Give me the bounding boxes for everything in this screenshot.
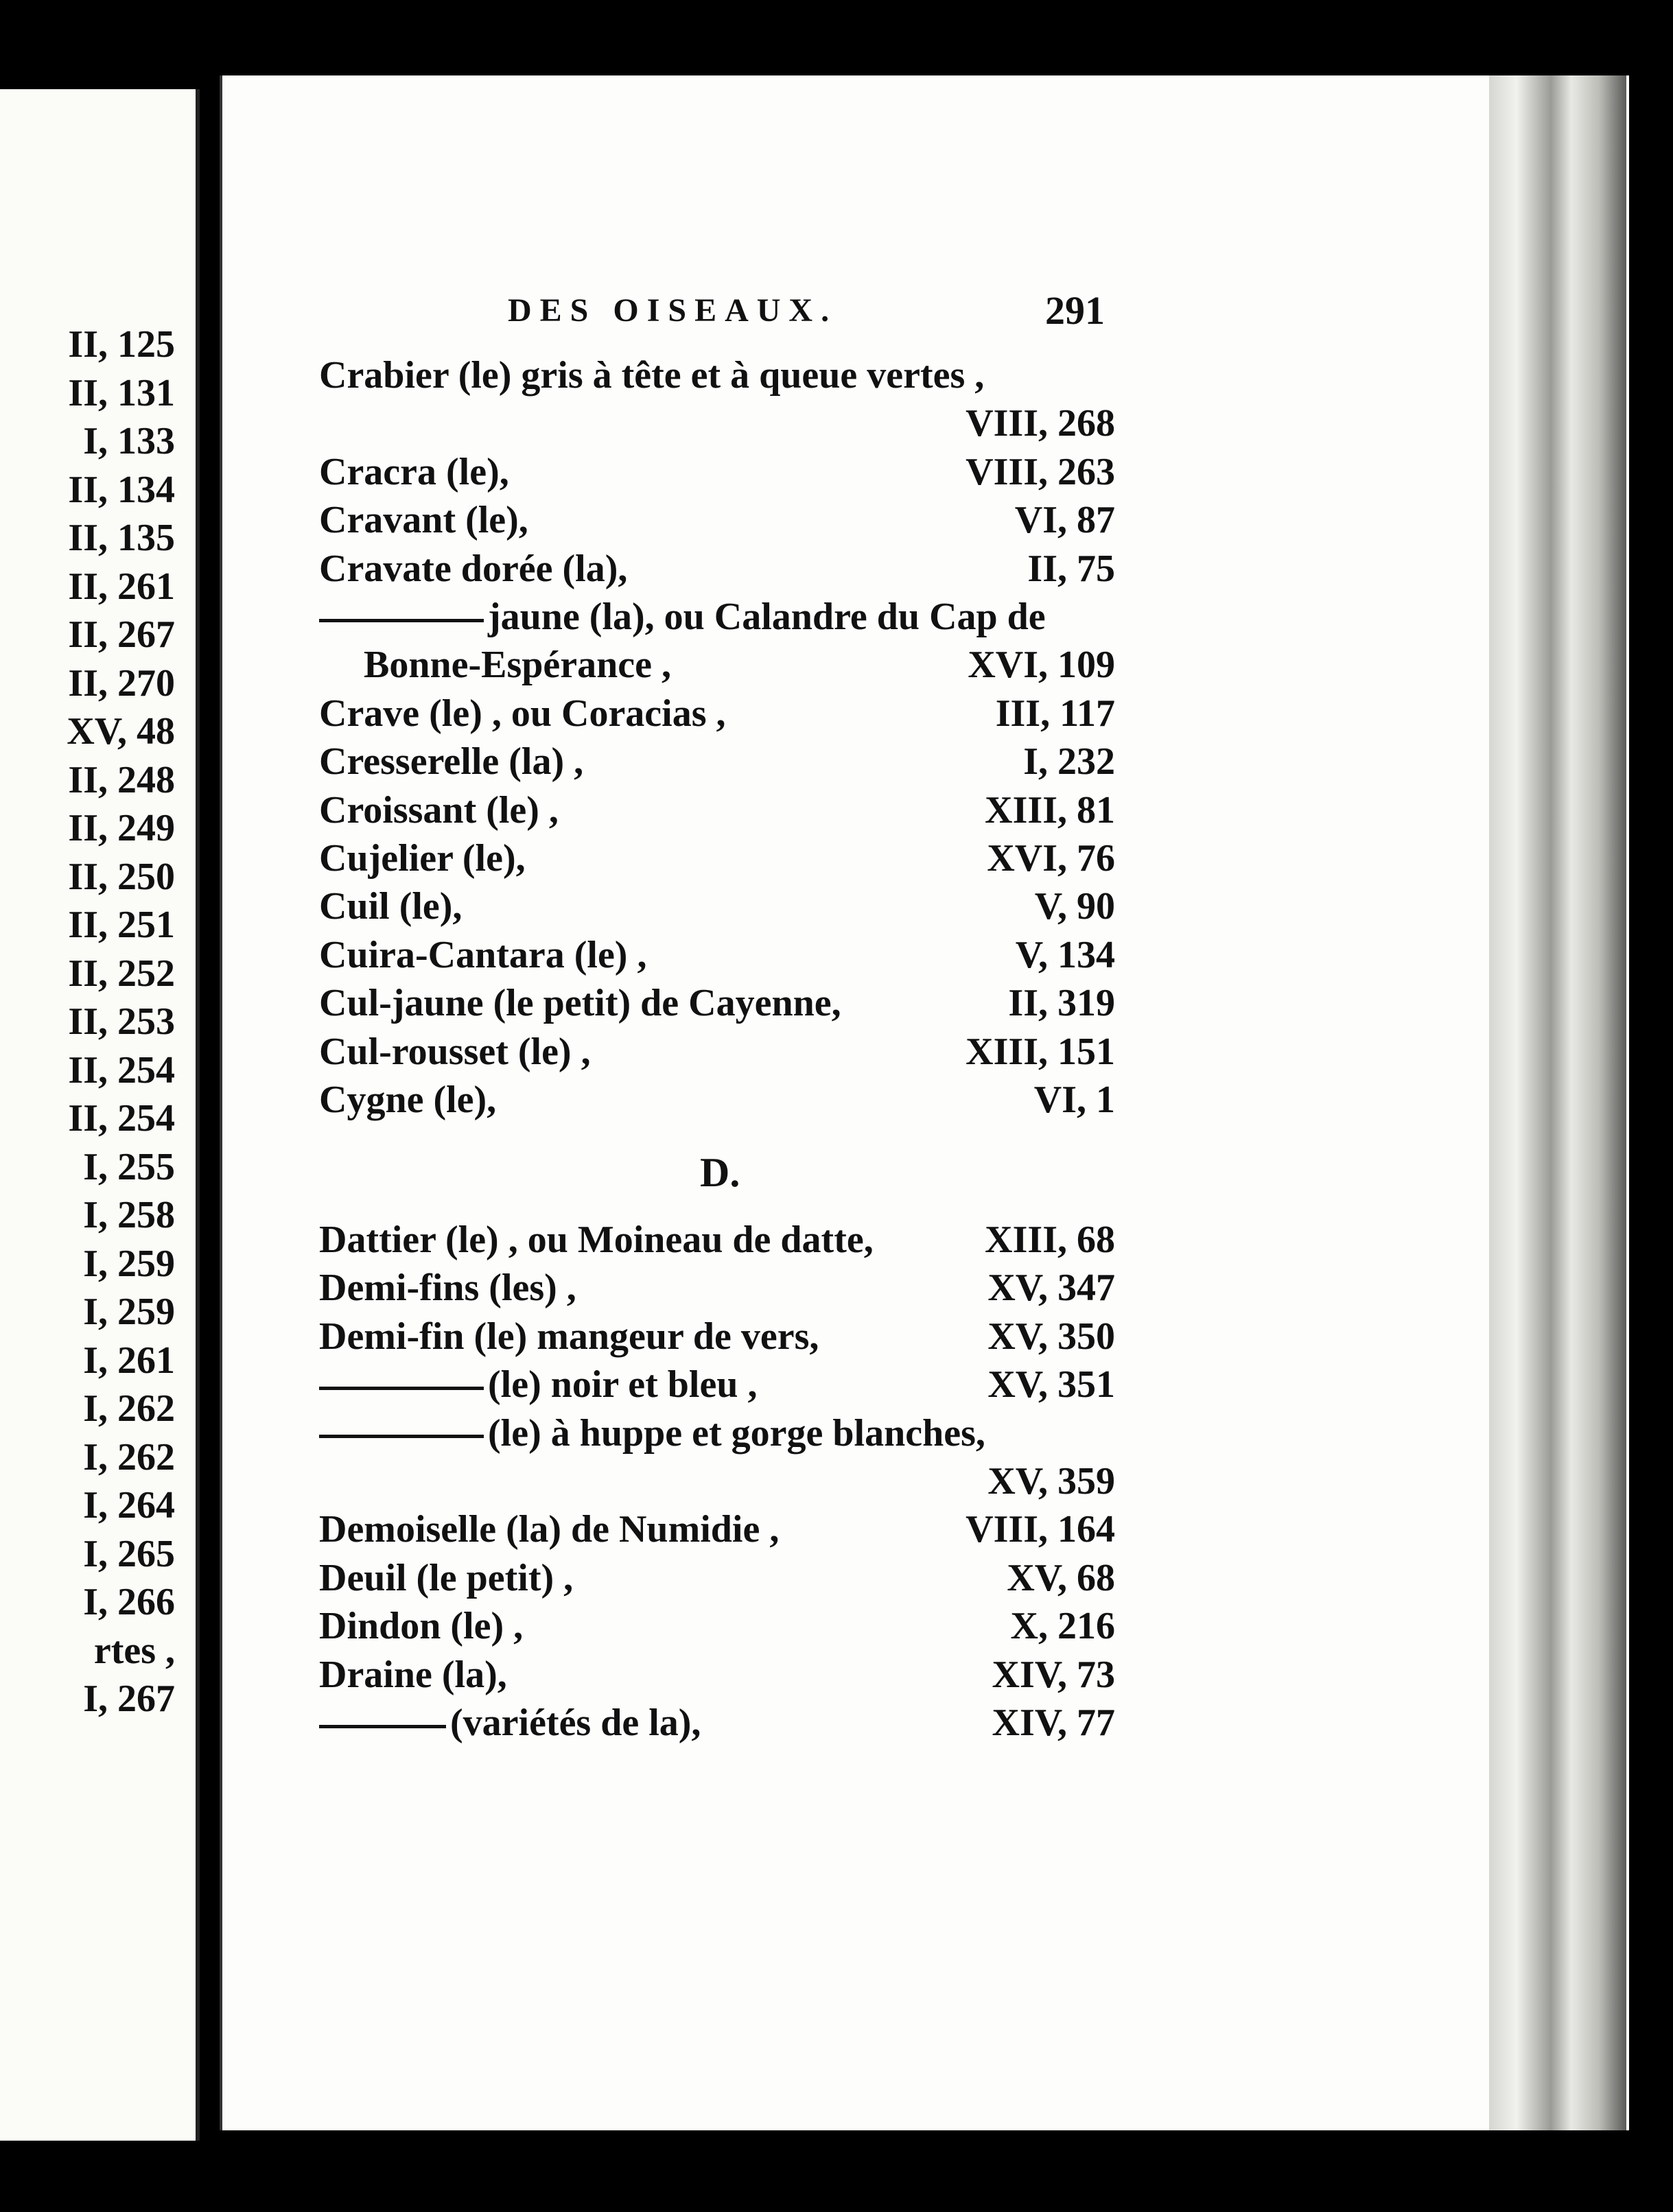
index-entry	[319, 498, 1115, 546]
ditto-dash	[319, 1435, 484, 1438]
left-page-line: I, 262	[83, 1435, 175, 1479]
entry-reference: XIV, 73	[992, 1653, 1115, 1696]
index-entry	[319, 1315, 1115, 1363]
entry-name: (le) à huppe et gorge blanches,	[319, 1411, 985, 1455]
left-page-line: II, 250	[68, 855, 175, 898]
page-number: 291	[1045, 288, 1105, 333]
entry-name: Cuil (le),	[319, 885, 463, 928]
entry-name: (le) noir et bleu ,	[319, 1363, 757, 1407]
entry-name: Cul-rousset (le) ,	[319, 1030, 591, 1073]
left-page-line: II, 270	[68, 661, 175, 705]
entry-reference: XV, 350	[987, 1315, 1115, 1358]
index-entry	[319, 981, 1115, 1029]
left-facing-page	[0, 89, 200, 2141]
entry-reference: II, 319	[1008, 982, 1115, 1025]
index-entry	[319, 933, 1115, 981]
index-entry	[319, 1507, 1115, 1555]
left-page-line: I, 259	[83, 1291, 175, 1333]
entry-reference: VIII, 164	[966, 1508, 1115, 1551]
entry-name: (variétés de la),	[319, 1701, 701, 1745]
entry-reference: XVI, 109	[968, 644, 1115, 687]
index-entry	[319, 1459, 1115, 1507]
left-page-line: I, 258	[83, 1194, 175, 1236]
entry-reference: V, 90	[1034, 885, 1115, 928]
index-entry	[319, 692, 1115, 740]
index-entry	[319, 1653, 1115, 1701]
entry-name: Cravate dorée (la),	[319, 547, 628, 590]
entry-name: Dindon (le) ,	[319, 1605, 524, 1648]
page-edges	[1489, 75, 1626, 2130]
index-entry	[319, 353, 1115, 401]
left-page-line: II, 125	[68, 323, 175, 366]
left-page-line: I, 259	[83, 1242, 175, 1285]
index-entry	[364, 643, 1115, 691]
entry-reference: XV, 68	[1007, 1556, 1115, 1599]
entry-reference: III, 117	[995, 692, 1115, 735]
left-page-line: I, 266	[83, 1581, 175, 1623]
entry-reference: XVI, 76	[987, 837, 1115, 880]
left-page-line: II, 261	[68, 565, 175, 608]
left-page-line: I, 255	[83, 1145, 175, 1188]
entry-name: Cygne (le),	[319, 1079, 497, 1121]
entry-name: Cravant (le),	[319, 499, 528, 542]
index-entry	[319, 1030, 1115, 1078]
left-page-line: I, 133	[83, 420, 175, 462]
index-entry	[319, 547, 1115, 595]
index-entry	[319, 1701, 1115, 1749]
entry-name: Draine (la),	[319, 1653, 507, 1696]
left-page-line: II, 131	[68, 371, 175, 414]
index-entry	[319, 450, 1115, 498]
left-page-line: rtes ,	[93, 1629, 175, 1672]
entry-reference: VI, 1	[1033, 1079, 1115, 1121]
left-page-line: II, 254	[68, 1048, 175, 1092]
entry-reference: X, 216	[1010, 1605, 1115, 1648]
index-entry	[319, 740, 1115, 788]
ditto-dash	[319, 1725, 446, 1728]
entry-reference: XV, 359	[987, 1460, 1115, 1503]
entry-name: jaune (la), ou Calandre du Cap de	[319, 595, 1046, 639]
left-page-line: II, 251	[68, 904, 175, 946]
section-letter-d: D.	[700, 1150, 740, 1195]
entry-name: Demi-fins (les) ,	[319, 1267, 576, 1310]
index-entry	[319, 884, 1115, 932]
index-entry	[319, 1411, 1115, 1459]
left-page-line: II, 134	[68, 468, 175, 511]
entry-name: Cresserelle (la) ,	[319, 740, 584, 784]
index-entry	[319, 1266, 1115, 1314]
entry-reference: XIV, 77	[992, 1702, 1115, 1744]
entry-name: Cul-jaune (le petit) de Cayenne,	[319, 982, 841, 1025]
index-entry	[319, 401, 1115, 449]
left-page-line: I, 267	[83, 1678, 175, 1720]
entry-reference: XV, 351	[987, 1363, 1115, 1407]
left-page-line: II, 254	[68, 1097, 175, 1140]
index-entry	[319, 1218, 1115, 1266]
left-page-line: II, 252	[68, 952, 175, 995]
index-entry	[319, 595, 1115, 643]
entry-reference: I, 232	[1023, 740, 1115, 784]
entry-name: Deuil (le petit) ,	[319, 1556, 574, 1599]
entry-reference: XIII, 151	[966, 1030, 1115, 1073]
left-page-line: I, 261	[83, 1339, 175, 1382]
entry-name: Demi-fin (le) mangeur de vers,	[319, 1315, 819, 1358]
entry-reference: II, 75	[1027, 547, 1115, 590]
entry-name: Cujelier (le),	[319, 837, 526, 880]
running-head	[508, 288, 1105, 340]
entry-reference: VI, 87	[1014, 499, 1115, 542]
left-page-line: II, 248	[68, 758, 175, 801]
left-page-line: II, 253	[68, 1000, 175, 1043]
left-page-line: II, 249	[68, 807, 175, 849]
index-entry	[319, 1363, 1115, 1411]
entry-reference: VIII, 263	[966, 450, 1115, 493]
index-entry	[319, 1556, 1115, 1604]
index-entry	[319, 788, 1115, 836]
entry-reference: XIII, 68	[985, 1219, 1115, 1261]
entry-name: Dattier (le) , ou Moineau de datte,	[319, 1219, 874, 1261]
entry-name: Croissant (le) ,	[319, 788, 559, 832]
ditto-dash	[319, 619, 484, 622]
index-entry	[319, 836, 1115, 884]
entry-name: Demoiselle (la) de Numidie ,	[319, 1508, 780, 1551]
index-entry	[319, 1078, 1115, 1126]
entry-reference: VIII, 268	[966, 402, 1115, 445]
entry-name: Cuira-Cantara (le) ,	[319, 933, 647, 976]
left-page-line: I, 265	[83, 1532, 175, 1575]
running-head-title: DES OISEAUX.	[508, 292, 838, 329]
entry-name: Bonne-Espérance ,	[364, 644, 671, 687]
entry-name: Cracra (le),	[319, 450, 509, 493]
entry-reference: XV, 347	[987, 1267, 1115, 1310]
entry-reference: XIII, 81	[985, 788, 1115, 832]
left-page-line: I, 262	[83, 1387, 175, 1430]
ditto-dash	[319, 1387, 484, 1390]
index-entry	[319, 1604, 1115, 1652]
left-page-line: II, 267	[68, 613, 175, 656]
entry-name: Crabier (le) gris à tête et à queue vertes ,	[319, 354, 985, 397]
entry-reference: V, 134	[1015, 933, 1115, 976]
entry-name: Crave (le) , ou Coracias ,	[319, 692, 726, 735]
left-page-line: II, 135	[68, 517, 175, 559]
left-page-line: XV, 48	[67, 710, 175, 753]
left-page-line: I, 264	[83, 1484, 175, 1527]
